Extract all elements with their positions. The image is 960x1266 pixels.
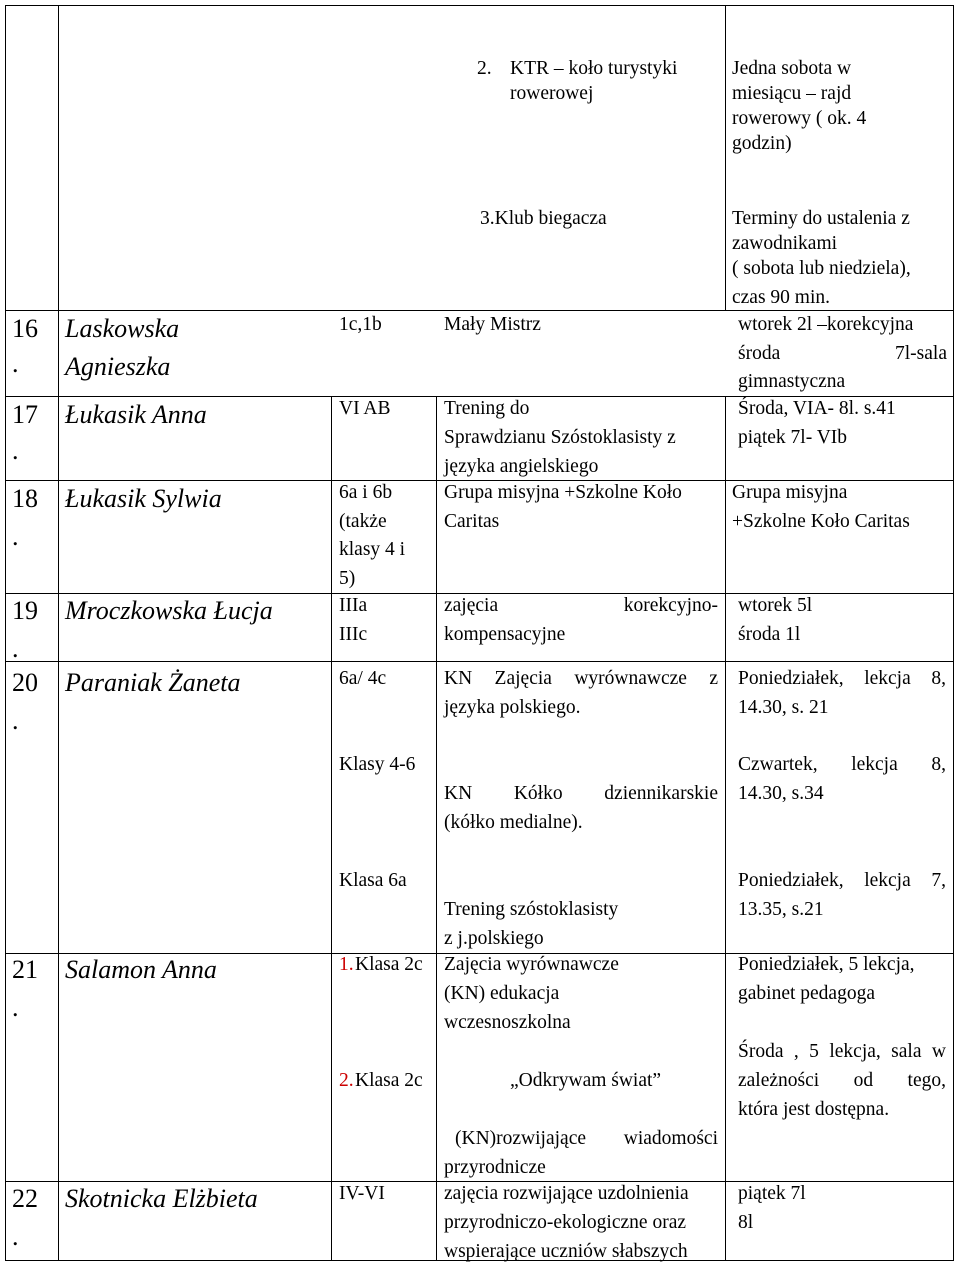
row-21-entry-1-class: Klasa 2c [355,954,423,975]
table-border-left [5,5,6,1261]
row-19-activity-1: kompensacyjne [444,624,566,645]
row-19-schedule-1: środa 1l [738,624,801,645]
row-22-number: 22 [12,1184,38,1213]
ktr-number: 2. [477,58,492,79]
row-19-activity-0: zajęcia korekcyjno- [444,595,718,616]
ktr-schedule-1: miesiącu – rajd [732,83,852,104]
row-20-entry-1-class: 6a/ 4c [339,668,387,689]
row-16-schedule-1: środa [738,343,781,364]
row-20-entry-1-activity-0: KN Zajęcia wyrównawcze z [444,668,718,689]
klub-schedule-0: Terminy do ustalenia z [732,208,910,229]
row-16-schedule-3: gimnastyczna [738,371,846,392]
ktr-schedule-2: rowerowy ( ok. 4 [732,108,867,129]
row-17-dot: . [12,436,19,465]
table-border-right [953,5,954,1261]
ktr-schedule-0: Jedna sobota w [732,58,852,79]
row-17-activity-1: Sprawdzianu Szóstoklasisty z [444,427,676,448]
row-18-dot: . [12,522,19,551]
row-21-entry-2-schedule-1: zależności od tego, [738,1070,946,1091]
row-21-name: Salamon Anna [65,955,217,984]
row-21-entry-2-activity-1: (KN)rozwijające wiadomości [455,1128,718,1149]
row-17-class: VI AB [339,398,391,419]
row-19-name: Mroczkowska Łucja [65,596,273,625]
row-18-schedule-1: +Szkolne Koło Caritas [732,511,910,532]
col-divider-class [331,396,332,1261]
row-21-entry-1-schedule-1: gabinet pedagoga [738,983,875,1004]
row-16-name-line2: Agnieszka [65,352,171,381]
row-17-schedule-0: Środa, VIA- 8l. s.41 [738,398,896,419]
row-20-entry-3-class: Klasa 6a [339,870,407,891]
row-20-name: Paraniak Żaneta [65,668,241,697]
row-16-name-line1: Laskowska [65,314,180,343]
row-18-schedule-0: Grupa misyjna [732,482,848,503]
row-20-entry-2-schedule-0: Czwartek, lekcja 8, [738,754,946,775]
row-19-class-1: IIIc [339,624,368,645]
row-20-entry-3-activity-0: Trening szóstoklasisty [444,899,619,920]
row-16-schedule-0: wtorek 2l –korekcyjna [738,314,914,335]
row-21-number: 21 [12,955,38,984]
row-20-entry-2-activity-0: KN Kółko dziennikarskie [444,783,718,804]
klub-schedule-1: zawodnikami [732,233,838,254]
klub-schedule-2: ( sobota lub niedziela), [732,258,911,279]
row-20-entry-2-activity-1: (kółko medialne). [444,812,583,833]
row-21-entry-2-schedule-2: która jest dostępna. [738,1099,890,1120]
row-17-number: 17 [12,400,38,429]
row-20-entry-3-schedule-1: 13.35, s.21 [738,899,824,920]
row-19-schedule-0: wtorek 5l [738,595,813,616]
row-21-entry-2-class-number: 2. [339,1070,354,1091]
row-21-entry-2-activity-2: przyrodnicze [444,1157,546,1178]
row-21-entry-2-class: Klasa 2c [355,1070,423,1091]
row-16-number: 16 [12,314,38,343]
row-22-activity-1: przyrodniczo-ekologiczne oraz [444,1212,686,1233]
row-17-activity-0: Trening do [444,398,530,419]
col-divider-num [58,5,59,1261]
row-21-entry-1-activity-1: (KN) edukacja [444,983,560,1004]
row-20-entry-3-activity-1: z j.polskiego [444,928,544,949]
row-18-number: 18 [12,484,38,513]
row-19-dot: . [12,634,19,663]
row-19-number: 19 [12,596,38,625]
row-17-schedule-1: piątek 7l- VIb [738,427,848,448]
row-20-dot: . [12,706,19,735]
row-22-activity-0: zajęcia rozwijające uzdolnienia [444,1183,689,1204]
row-20-entry-2-schedule-1: 14.30, s.34 [738,783,824,804]
row-divider-20 [5,661,954,662]
klub-schedule-3: czas 90 min. [732,287,831,308]
row-18-name: Łukasik Sylwia [65,484,222,513]
row-21-entry-1-activity-2: wczesnoszkolna [444,1012,571,1033]
table-border-top [5,5,954,6]
row-21-dot: . [12,993,19,1022]
row-22-schedule-1: 8l [738,1212,754,1233]
row-17-activity-2: języka angielskiego [444,456,599,477]
row-21-entry-1-schedule-0: Poniedziałek, 5 lekcja, [738,954,915,975]
row-16-schedule-2: 7l-sala [895,343,947,364]
row-20-entry-1-activity-1: języka polskiego. [444,697,581,718]
row-21-entry-1-activity-0: Zajęcia wyrównawcze [444,954,619,975]
row-17-name: Łukasik Anna [65,400,207,429]
row-20-entry-3-schedule-0: Poniedziałek, lekcja 7, [738,870,946,891]
row-16-dot: . [12,349,19,378]
klub-biegacza: 3.Klub biegacza [480,208,607,229]
ktr-line1: KTR – koło turystyki [510,58,678,79]
row-18-activity-1: Caritas [444,511,500,532]
row-21-entry-2-activity-0: „Odkrywam świat” [510,1070,662,1091]
row-18-class-3: 5) [339,568,356,589]
row-21-entry-2-schedule-0: Środa , 5 lekcja, sala w [738,1041,946,1062]
row-16-activity: Mały Mistrz [444,314,541,335]
col-divider-schedule [725,396,726,1261]
row-21-entry-1-class-number: 1. [339,954,354,975]
row-22-schedule-0: piątek 7l [738,1183,806,1204]
row-18-class-2: klasy 4 i [339,539,406,560]
row-22-class: IV-VI [339,1183,385,1204]
row-19-class-0: IIIa [339,595,368,616]
row-22-name: Skotnicka Elżbieta [65,1184,258,1213]
col-divider-activity-top [725,5,726,310]
row-22-activity-2: wspierające uczniów słabszych [444,1241,688,1262]
row-20-entry-2-class: Klasy 4-6 [339,754,416,775]
row-20-entry-1-schedule-1: 14.30, s. 21 [738,697,829,718]
row-18-activity-0: Grupa misyjna +Szkolne Koło [444,482,682,503]
col-divider-activity [436,396,437,1261]
row-18-class-0: 6a i 6b [339,482,393,503]
row-16-class: 1c,1b [339,314,382,335]
ktr-schedule-3: godzin) [732,133,792,154]
row-20-entry-1-schedule-0: Poniedziałek, lekcja 8, [738,668,946,689]
ktr-line2: rowerowej [510,83,594,104]
row-22-dot: . [12,1222,19,1251]
row-20-number: 20 [12,668,38,697]
row-18-class-1: (także [339,511,387,532]
